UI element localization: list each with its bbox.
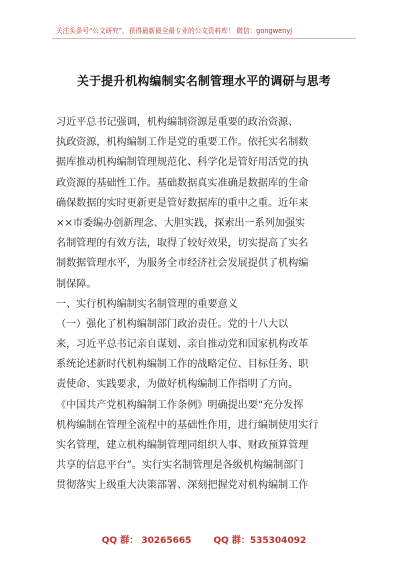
footer-qq-group-1: QQ 群： 30265665 <box>101 536 192 546</box>
body-line: 《中国共产党机构编制工作条例》明确提出要“充分发挥 <box>56 399 304 411</box>
body-line: 制保障。 <box>56 278 97 290</box>
body-line: （一）强化了机构编制部门政治责任。党的十八大以 <box>56 318 289 330</box>
section-heading: 一、实行机构编制实名制管理的重要意义 <box>56 298 238 310</box>
body-line: 机构编制在管理全流程中的基础性作用，进行编制使用实行 <box>56 419 319 431</box>
body-line: 习近平总书记强调，机构编制资源是重要的政治资源、 <box>56 117 299 128</box>
body-line: 名制管理的有效方法，取得了较好效果，切实提高了实名 <box>56 238 309 250</box>
body-line: 来，习近平总书记亲自谋划、亲自推动党和国家机构改革 <box>56 339 309 351</box>
document-body <box>56 113 352 497</box>
body-line: 实名管理，建立机构编制管理同组织人事、财政预算管理 <box>56 440 309 451</box>
body-line: 政资源的基础性工作。基础数据真实准确是数据库的生命 <box>56 177 309 189</box>
body-line: 确保数据的实时更新更是管好数据库的重中之重。近年来 <box>56 197 309 209</box>
footer-qq-groups <box>0 533 408 546</box>
footer-qq-group-2: QQ 群：535304092 <box>213 536 307 546</box>
body-line: 系统论述新时代机构编制工作的战略定位、目标任务、职 <box>56 359 309 371</box>
body-line: 贯彻落实上级重大决策部署、深刻把握党对机构编制工作 <box>56 480 309 492</box>
header-promo-text: 关注头条号“公文研究”，获得最新最全最专业的公文资料库！ 微信：gongwenyj <box>56 27 293 35</box>
body-line: ××市委编办创新理念、大胆实践，探索出一系列加强实 <box>56 217 306 229</box>
body-line: 执政资源，机构编制工作是党的重要工作。依托实名制数 <box>56 137 309 149</box>
body-line: 责使命、实践要求，为做好机构编制工作指明了方向。 <box>56 379 299 391</box>
document-title: 关于提升机构编制实名制管理水平的调研与思考 <box>76 74 332 88</box>
body-line: 共享的信息平台”。实行实名制管理是各级机构编制部门 <box>56 460 304 472</box>
body-line: 制数据管理水平，为服务全市经济社会发展提供了机构编 <box>56 258 309 270</box>
body-line: 据库推动机构编制管理规范化、科学化是管好用活党的执 <box>56 157 309 169</box>
header-divider <box>52 38 356 39</box>
